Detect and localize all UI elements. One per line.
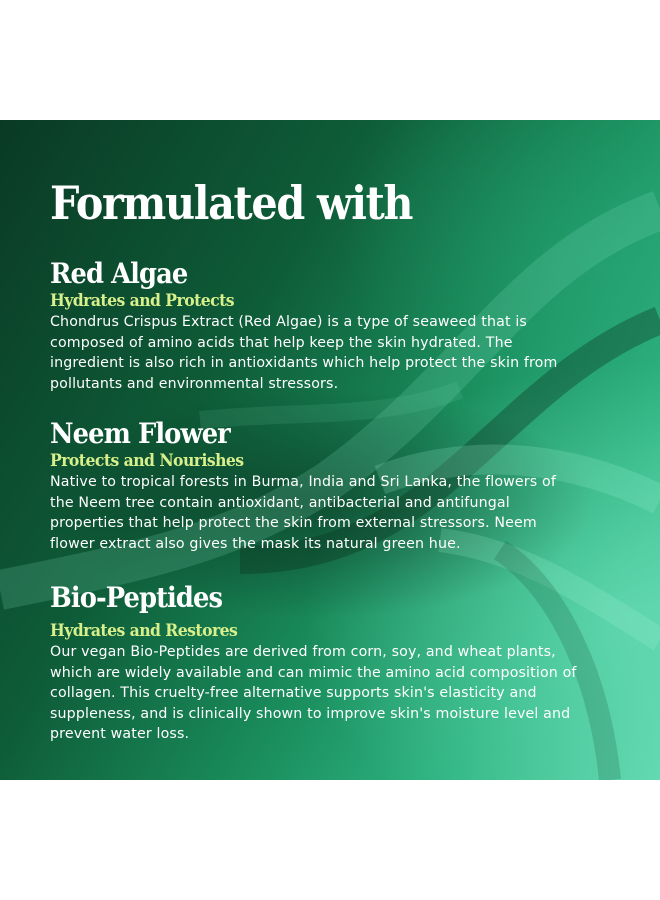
description-line: suppleness, and is clinically shown to improve skin's moisture level and <box>50 705 571 722</box>
description-line: the Neem tree contain antioxidant, antibacterial and antifungal <box>50 494 510 511</box>
description-line: composed of amino acids that help keep the skin hydrated. The <box>50 334 513 351</box>
ingredient-benefit: Hydrates and Protects <box>50 291 235 311</box>
ingredient-description <box>50 472 630 554</box>
ingredient-benefit: Protects and Nourishes <box>50 451 244 471</box>
description-line: pollutants and environmental stressors. <box>50 375 339 392</box>
ingredient-section-bio-peptides <box>50 582 630 745</box>
ingredient-section-red-algae <box>50 258 630 394</box>
description-line: ingredient is also rich in antioxidants which help protect the skin from <box>50 355 558 371</box>
ingredient-benefit: Hydrates and Restores <box>50 621 238 641</box>
page-title: Formulated with <box>50 176 413 230</box>
ingredient-section-neem-flower <box>50 418 630 554</box>
ingredient-heading: Bio-Peptides <box>50 581 223 614</box>
ingredient-heading: Neem Flower <box>50 417 230 450</box>
description-line: prevent water loss. <box>50 726 190 742</box>
description-line: which are widely available and can mimic the amino acid composition of <box>50 664 577 681</box>
ingredients-banner <box>0 120 660 780</box>
description-line: collagen. This cruelty-free alternative supports skin's elasticity and <box>50 685 537 701</box>
description-line: Native to tropical forests in Burma, India and Sri Lanka, the flowers of <box>50 474 556 490</box>
description-line: Chondrus Crispus Extract (Red Algae) is a type of seaweed that is <box>50 314 527 330</box>
ingredient-description <box>50 642 630 745</box>
description-line: properties that help protect the skin from external stressors. Neem <box>50 515 537 531</box>
ingredient-heading: Red Algae <box>50 257 188 290</box>
ingredient-description <box>50 312 630 394</box>
description-line: flower extract also gives the mask its natural green hue. <box>50 535 461 552</box>
description-line: Our vegan Bio-Peptides are derived from corn, soy, and wheat plants, <box>50 644 556 660</box>
